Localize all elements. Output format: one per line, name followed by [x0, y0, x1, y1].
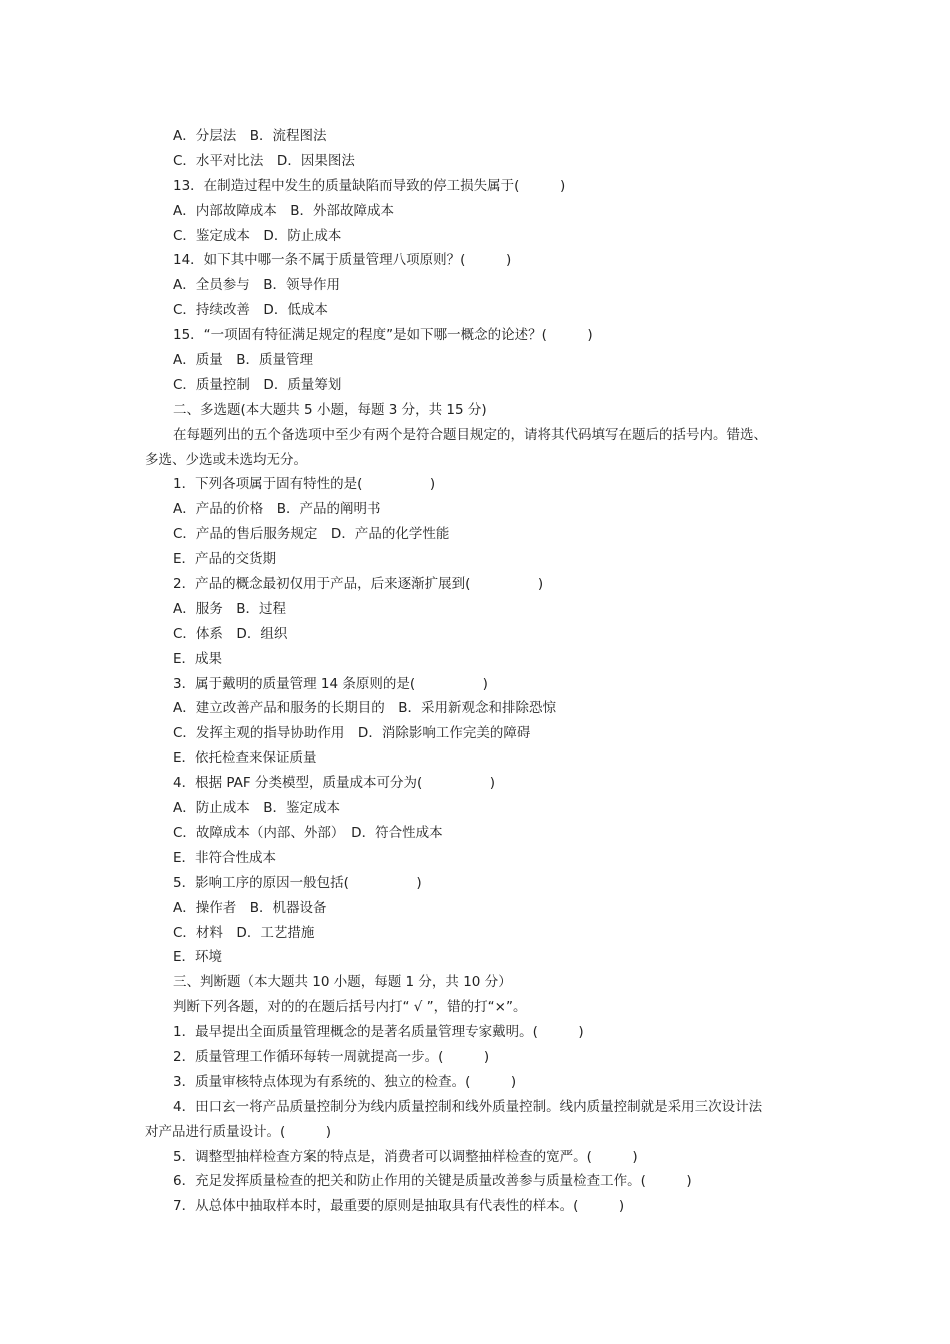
- text-line: A．服务 B．过程: [173, 600, 286, 617]
- question-line: 4．田口玄一将产品质量控制分为线内质量控制和线外质量控制。线内质量控制就是采用三次设计法: [173, 1098, 763, 1115]
- question-line: 1．最早提出全面质量管理概念的是著名质量管理专家戴明。( ): [173, 1024, 584, 1041]
- text-line: A．操作者 B．机器设备: [173, 899, 327, 916]
- question-line: 4．根据 PAF 分类模型，质量成本可分为( ): [173, 775, 495, 792]
- text-line: C．水平对比法 D．因果图法: [173, 152, 355, 169]
- text-line: A．分层法 B．流程图法: [173, 128, 327, 144]
- text-line: C．产品的售后服务规定 D．产品的化学性能: [173, 526, 450, 543]
- text-line: A．质量 B．质量管理: [173, 352, 313, 369]
- section-heading: 二、多选题(本大题共 5 小题，每题 3 分，共 15 分): [173, 401, 487, 418]
- instruction-line: 多选、少选或未选均无分。: [145, 451, 307, 468]
- text-line: C．发挥主观的指导协助作用 D．消除影响工作完美的障碍: [173, 725, 531, 742]
- instruction-line: 判断下列各题，对的的在题后括号内打“ √ ”，错的打“×”。: [173, 999, 527, 1016]
- text-line: C．质量控制 D．质量筹划: [173, 376, 342, 393]
- question-line: 5．调整型抽样检查方案的特点是，消费者可以调整抽样检查的宽严。( ): [173, 1148, 638, 1165]
- question-line: 2．产品的概念最初仅用于产品，后来逐渐扩展到( ): [173, 576, 544, 593]
- question-line: 对产品进行质量设计。( ): [145, 1123, 332, 1140]
- question-line: 15．“一项固有特征满足规定的程度”是如下哪一概念的论述？( ): [173, 327, 593, 344]
- section-heading: 三、判断题（本大题共 10 小题，每题 1 分，共 10 分）: [173, 974, 512, 991]
- question-line: 3．属于戴明的质量管理 14 条原则的是( ): [173, 675, 488, 692]
- text-line: A．内部故障成本 B．外部故障成本: [173, 202, 394, 219]
- text-line: C．持续改善 D．低成本: [173, 302, 328, 319]
- text-line: E．非符合性成本: [173, 849, 277, 866]
- text-line: C．体系 D．组织: [173, 625, 288, 642]
- text-line: A．防止成本 B．鉴定成本: [173, 800, 340, 817]
- question-line: 7．从总体中抽取样本时，最重要的原则是抽取具有代表性的样本。( ): [173, 1198, 625, 1215]
- document-body: [0, 124, 950, 1219]
- text-line: C．故障成本（内部、外部） D．符合性成本: [173, 824, 443, 841]
- instruction-line: 在每题列出的五个备选项中至少有两个是符合题目规定的，请将其代码填写在题后的括号内。错选、: [173, 426, 767, 443]
- question-line: 5．影响工序的原因一般包括( ): [173, 874, 422, 891]
- text-line: E．成果: [173, 650, 223, 667]
- question-line: 13．在制造过程中发生的质量缺陷而导致的停工损失属于( ): [173, 177, 566, 194]
- question-line: 14．如下其中哪一条不属于质量管理八项原则？( ): [173, 252, 512, 269]
- text-line: A．全员参与 B．领导作用: [173, 277, 340, 294]
- text-line: A．产品的价格 B．产品的阐明书: [173, 501, 381, 518]
- question-line: 2．质量管理工作循环每转一周就提高一步。( ): [173, 1048, 490, 1065]
- question-line: 1．下列各项属于固有特性的是( ): [173, 476, 436, 493]
- text-line: E．环境: [173, 949, 223, 966]
- question-line: 6．充足发挥质量检查的把关和防止作用的关键是质量改善参与质量检查工作。( ): [173, 1173, 692, 1190]
- text-line: C．材料 D．工艺措施: [173, 924, 315, 941]
- question-line: 3．质量审核特点体现为有系统的、独立的检查。( ): [173, 1073, 517, 1090]
- text-line: E．依托检查来保证质量: [173, 750, 317, 767]
- text-line: C．鉴定成本 D．防止成本: [173, 227, 342, 244]
- text-line: A．建立改善产品和服务的长期目的 B．采用新观念和排除恐惊: [173, 700, 556, 717]
- text-line: E．产品的交货期: [173, 551, 277, 568]
